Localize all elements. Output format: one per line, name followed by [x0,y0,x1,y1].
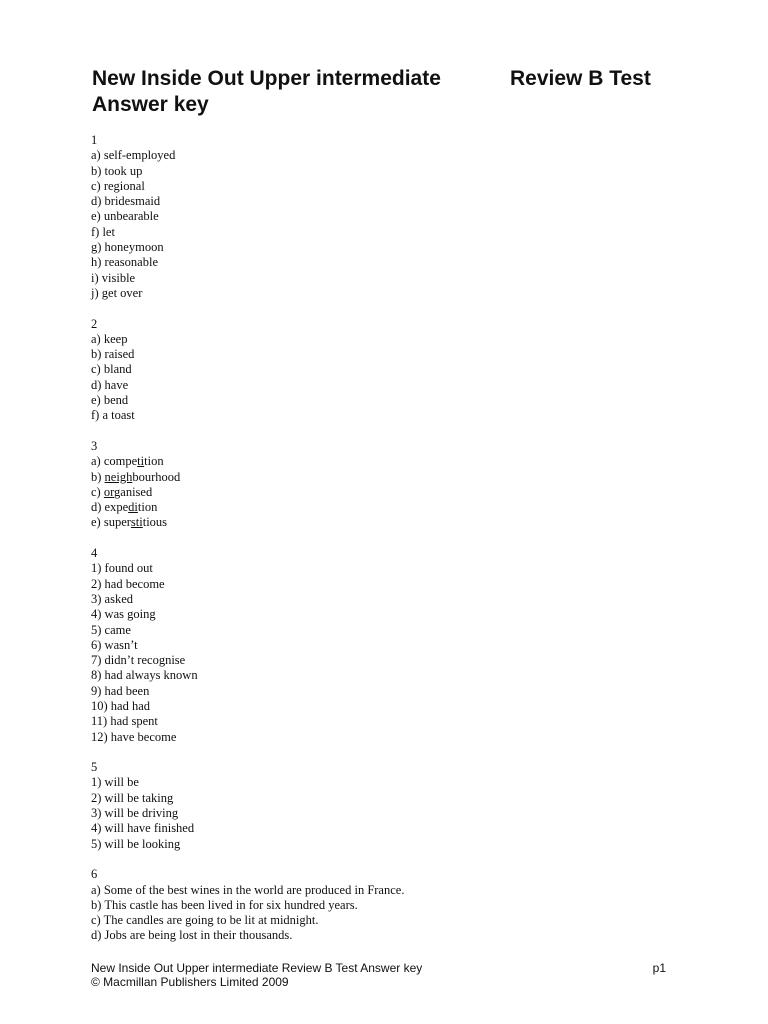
answer-text: bland [103,362,132,377]
answer-label: 10) [91,698,108,713]
answer-text: asked [104,591,134,606]
answer-label: f) [91,224,100,239]
answer-text: found out [104,561,153,576]
answer-item [91,607,691,622]
answer-item [91,332,691,347]
answer-item [91,699,691,714]
answer-item [91,194,691,209]
answer-label: 6) [91,637,102,652]
answer-text: had always known [104,668,198,683]
answer-label: d) [91,928,102,943]
answer-text: expe [104,500,129,515]
section-number: 1 [91,133,98,147]
answer-text: tious [142,515,168,530]
section-number: 2 [91,316,98,331]
answer-text: The candles are going to be lit at midnight. [103,913,319,928]
answer-label: a) [91,454,101,469]
answer-text: had had [110,698,151,713]
answer-text: wasn’t [104,637,138,652]
answer-label: 9) [91,683,102,698]
answer-text: had become [104,576,165,591]
answer-label: f) [91,408,100,423]
answer-item [91,485,691,500]
stressed-syllable: di [128,500,138,515]
answer-label: c) [91,913,101,928]
answer-item [91,179,691,194]
answer-label: g) [91,240,102,255]
stressed-syllable: or [103,484,115,499]
answer-text: took up [104,163,143,178]
answer-text: honeymoon [104,240,164,255]
answer-text: Some of the best wines in the world are produced in France. [103,882,405,897]
answer-label: b) [91,163,102,178]
answer-text: have become [110,729,177,744]
answer-label: 5) [91,836,102,851]
answer-text: keep [103,331,128,346]
answer-item [91,378,691,393]
answer-item [91,791,691,806]
answer-label: c) [91,484,101,499]
answer-label: a) [91,148,101,163]
page-title [92,66,692,118]
answer-section [91,546,691,745]
answer-item [91,470,691,485]
answer-label: a) [91,882,101,897]
answer-item [91,286,691,301]
answer-item [91,164,691,179]
answer-text: get over [101,285,143,300]
answer-text: This castle has been lived in for six hundred years. [104,897,358,912]
answer-label: 3) [91,591,102,606]
answer-text: came [104,622,131,637]
answer-label: d) [91,194,102,209]
answer-item [91,668,691,683]
answer-item [91,209,691,224]
answer-text: tion [144,454,164,469]
answer-item [91,653,691,668]
answer-item [91,928,691,943]
answer-item [91,225,691,240]
answer-item [91,561,691,576]
section-number: 5 [91,760,98,775]
answer-item [91,898,691,913]
section-number: 6 [91,867,98,882]
answer-section [91,317,691,424]
answer-text: ganised [114,484,153,499]
answer-item [91,515,691,530]
answer-item [91,684,691,699]
answer-text: will be driving [104,806,179,821]
section-number: 4 [91,546,98,561]
answer-item [91,271,691,286]
answer-text: regional [103,178,145,193]
answer-text: will be [104,775,139,790]
answer-section [91,760,691,852]
answer-label: e) [91,209,101,224]
answer-section [91,439,691,531]
answer-item [91,806,691,821]
answer-label: 2) [91,790,102,805]
answer-label: i) [91,270,99,285]
section-number: 3 [91,438,98,453]
answer-label: e) [91,515,101,530]
answer-label: 7) [91,653,102,668]
answer-text: bourhood [132,469,181,484]
answer-text: self-employed [103,148,176,163]
answer-item [91,255,691,270]
answer-label: 5) [91,622,102,637]
answer-text: visible [101,270,136,285]
answer-item [91,837,691,852]
answer-label: j) [91,285,99,300]
answer-text: Jobs are being lost in their thousands. [104,928,293,943]
answer-label: 1) [91,561,102,576]
answer-label: c) [91,178,101,193]
answer-label: 4) [91,821,102,836]
answer-item [91,362,691,377]
answer-text: have [104,377,129,392]
answer-text: unbearable [103,209,159,224]
answer-text: reasonable [104,255,158,270]
answer-label: 8) [91,668,102,683]
answer-item [91,500,691,515]
page-number: p1 [652,961,666,975]
answer-item [91,883,691,898]
answer-text: will be looking [104,836,181,851]
answer-label: c) [91,362,101,377]
stressed-syllable: neigh [104,469,133,484]
answer-text: had spent [110,714,158,729]
answer-item [91,240,691,255]
answer-item [91,454,691,469]
answer-label: 12) [91,729,108,744]
answer-item [91,775,691,790]
answer-label: 2) [91,576,102,591]
answer-label: 4) [91,607,102,622]
footer-title: New Inside Out Upper intermediate Review B Test Answer key [91,961,423,975]
answer-item [91,730,691,745]
answer-section [91,867,691,943]
answer-text: will be taking [104,790,174,805]
page-footer [91,961,666,989]
answer-item [91,714,691,729]
answer-text: let [102,224,115,239]
answer-text: a toast [102,408,135,423]
answer-label: 11) [91,714,108,729]
answer-list [91,133,691,959]
answer-item [91,821,691,836]
answer-label: a) [91,331,101,346]
answer-text: super [103,515,131,530]
answer-item [91,347,691,362]
answer-label: b) [91,897,102,912]
answer-label: b) [91,347,102,362]
title-line-2: Answer key [92,93,209,116]
answer-text: was going [104,607,156,622]
answer-text: bend [103,393,129,408]
answer-text: bridesmaid [104,194,161,209]
answer-text: compe [103,454,138,469]
answer-item [91,638,691,653]
answer-label: 3) [91,806,102,821]
answer-item [91,577,691,592]
answer-label: h) [91,255,102,270]
answer-item [91,913,691,928]
answer-item [91,592,691,607]
answer-text: had been [104,683,150,698]
answer-text: raised [104,347,135,362]
answer-label: d) [91,377,102,392]
answer-text: didn’t recognise [104,653,186,668]
title-left: New Inside Out Upper intermediate [92,67,441,90]
answer-label: b) [91,469,102,484]
stressed-syllable: ti [137,454,145,469]
footer-copyright: © Macmillan Publishers Limited 2009 [91,975,289,989]
stressed-syllable: sti [130,515,143,530]
answer-label: 1) [91,775,102,790]
answer-item [91,623,691,638]
answer-text: will have finished [104,821,195,836]
answer-text: tion [137,500,158,515]
answer-item [91,148,691,163]
answer-item [91,408,691,423]
answer-item [91,393,691,408]
answer-section [91,133,691,301]
answer-label: e) [91,393,101,408]
answer-label: d) [91,500,102,515]
title-right: Review B Test [510,67,651,90]
